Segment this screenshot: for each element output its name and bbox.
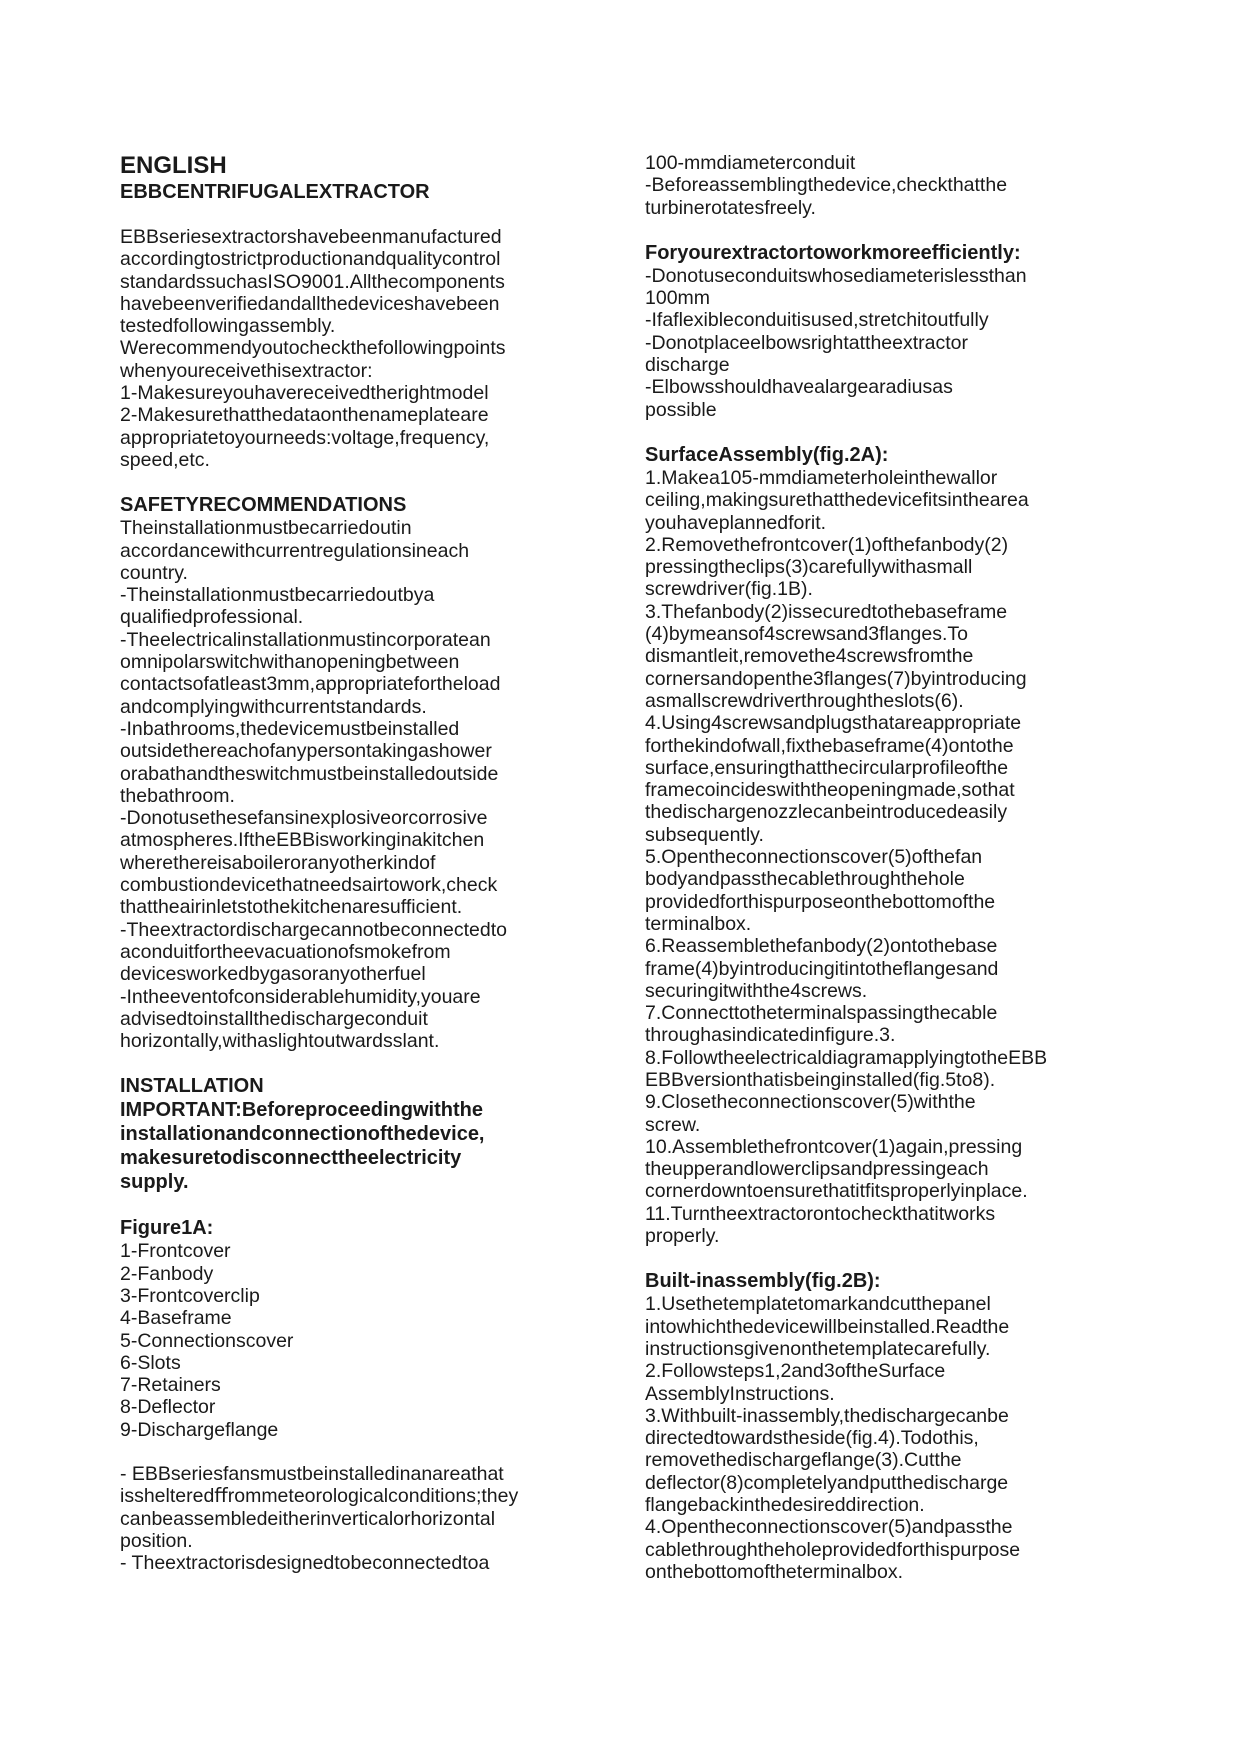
text-line: accordingtostrictproductionandqualitycontrol (120, 248, 501, 271)
text-line: frame(4)byintroducingitintotheflangesand (645, 957, 999, 980)
text-line: 100-mmdiameterconduit (645, 152, 856, 174)
text-line: instructionsgivenonthetemplatecarefully. (645, 1337, 991, 1360)
text-line: -Donotuseconduitswhosediameterislessthan (645, 264, 1027, 287)
text-line: orabathandtheswitchmustbeinstalledoutside (120, 762, 499, 785)
text-line: subsequently. (645, 823, 764, 846)
important-warning (120, 1098, 565, 1194)
text-line: 1.Usethetemplatetomarkandcutthepanel (645, 1293, 991, 1316)
text-line: 9.Closetheconnectionscover(5)withthe (645, 1091, 976, 1114)
text-line: -Donotusethesefansinexplosiveorcorrosive (120, 807, 488, 830)
text-line: 8.FollowtheelectricaldiagramapplyingtotheEBB (645, 1046, 1048, 1069)
installation-notes (120, 1463, 565, 1574)
text-line: 7.Connecttotheterminalspassingthecable (645, 1002, 998, 1025)
text-line: possible (645, 398, 717, 421)
text-line: screwdriver(fig.1B). (645, 578, 813, 601)
text-line: Theinstallationmustbecarriedoutin (120, 517, 412, 540)
text-line: 2.Removethefrontcover(1)ofthefanbody(2) (645, 533, 1009, 556)
text-line: combustiondevicethatneedsairtowork,check (120, 874, 498, 897)
text-line: 6.Reassemblethefanbody(2)ontothebase (645, 935, 998, 958)
text-line: -Theinstallationmustbecarriedoutbya (120, 584, 435, 607)
text-line: 4.Opentheconnectionscover(5)andpassthe (645, 1516, 1013, 1539)
figure-heading: Figure1A: (120, 1217, 214, 1240)
text-line: thedischargenozzlecanbeintroducedeasily (645, 801, 1008, 824)
text-line: whenyoureceivethisextractor: (120, 359, 373, 382)
text-line: outsidethereachofanypersontakingashower (120, 740, 492, 763)
safety-paragraph (120, 517, 565, 1052)
text-line: installationandconnectionofthedevice, (120, 1123, 485, 1146)
text-line: directedtowardstheside(fig.4).Todothis, (645, 1427, 979, 1450)
text-line: cablethroughtheholeprovidedforthispurpose (645, 1538, 1021, 1561)
text-line: -Intheeventofconsiderablehumidity,youare (120, 985, 481, 1008)
text-line: turbinerotatesfreely. (645, 196, 816, 219)
left-column (120, 152, 565, 1575)
text-line: advisedtoinstallthedischargeconduit (120, 1007, 428, 1030)
text-line: surface,ensuringthatthecircularprofileofthe (645, 756, 1009, 779)
text-line: supply. (120, 1171, 189, 1194)
text-line: 5.Opentheconnectionscover(5)ofthefan (645, 846, 983, 869)
text-line: (4)bymeansof4screwsand3flanges.To (645, 623, 969, 646)
text-line: ceiling,makingsurethatthedevicefitsinthearea (645, 489, 1029, 512)
text-line: 10.Assemblethefrontcover(1)again,pressing (645, 1135, 1023, 1158)
builtin-assembly-steps (645, 1293, 1090, 1583)
text-line: framecoincideswiththeopeningmade,sothat (645, 779, 1015, 802)
text-line: aconduitfortheevacuationofsmokefrom (120, 940, 451, 963)
text-line: 2-Makesurethatthedataonthenameplateare (120, 404, 489, 427)
text-line: asmallscrewdriverthroughtheslots(6). (645, 689, 964, 712)
text-line: country. (120, 561, 188, 584)
language-heading: ENGLISH (120, 152, 227, 179)
text-line: speed,etc. (120, 448, 210, 471)
text-line: 11.Turntheextractorontocheckthatitworks (645, 1202, 996, 1225)
text-line: -Donotplaceelbowsrightattheextractor (645, 331, 969, 354)
text-line: theupperandlowerclipsandpressingeach (645, 1158, 989, 1181)
text-line: devicesworkedbygasoranyotherfuel (120, 963, 426, 986)
text-line: 6-Slots (120, 1351, 181, 1374)
text-line: omnipolarswitchwithanopeningbetween (120, 651, 460, 674)
text-line: deflector(8)completelyandputthedischarge (645, 1471, 1009, 1494)
text-line: securingitwiththe4screws. (645, 979, 868, 1002)
text-line: EBBversionthatisbeinginstalled(fig.5to8). (645, 1068, 996, 1091)
text-line: 3-Frontcoverclip (120, 1284, 260, 1307)
text-line: 100mm (645, 287, 711, 310)
text-line: havebeenverifiedandallthedeviceshavebeen (120, 292, 500, 315)
efficiency-list (645, 265, 1090, 421)
text-line: -Theelectricalinstallationmustincorporatean (120, 628, 491, 651)
efficiency-heading: Foryourextractortoworkmoreefficiently: (645, 241, 1021, 264)
text-line: accordancewithcurrentregulationsineach (120, 539, 470, 562)
text-line: horizontally,withaslightoutwardsslant. (120, 1030, 440, 1053)
text-line: Werecommendyoutocheckthefollowingpoints (120, 337, 506, 360)
text-line: bodyandpassthecablethroughthehole (645, 868, 965, 891)
text-line: cornersandopenthe3flanges(7)byintroducing (645, 667, 1027, 690)
text-line: thattheairinletstothekitchenaresufficient. (120, 896, 463, 919)
text-line: screw. (645, 1113, 701, 1136)
text-line: 3.Thefanbody(2)issecuredtothebaseframe (645, 600, 1008, 623)
text-line: -Theextractordischargecannotbeconnectedto (120, 918, 507, 941)
text-line: 5-Connectionscover (120, 1329, 294, 1352)
text-line: 7-Retainers (120, 1374, 221, 1397)
text-line: -Beforeassemblingthedevice,checkthatthe (645, 174, 1008, 197)
text-line: 1-Frontcover (120, 1240, 231, 1263)
text-line: 4.Using4screwsandplugsthatareappropriate (645, 712, 1022, 735)
builtin-assembly-heading: Built-inassembly(fig.2B): (645, 1270, 881, 1293)
text-line: dismantleit,removethe4screwsfromthe (645, 645, 974, 668)
text-line: canbeassembledeitherinverticalorhorizontal (120, 1507, 496, 1530)
text-line: onthebottomoftheterminalbox. (645, 1560, 903, 1583)
text-line: 4-Baseframe (120, 1307, 232, 1330)
text-line: 1.Makea105-mmdiameterholeinthewallor (645, 466, 998, 489)
text-line: EBBseriesextractorshavebeenmanufactured (120, 226, 502, 248)
text-line: -Inbathrooms,thedevicemustbeinstalled (120, 717, 460, 740)
text-line: isshelteredﬀrommeteorologicalconditions;they (120, 1485, 519, 1508)
text-line: thebathroom. (120, 784, 235, 807)
text-line: AssemblyInstructions. (645, 1382, 835, 1405)
safety-heading: SAFETYRECOMMENDATIONS (120, 494, 407, 517)
text-line: properly. (645, 1225, 720, 1248)
text-line: 8-Deflector (120, 1396, 216, 1419)
text-line: andcomplyingwithcurrentstandards. (120, 695, 427, 718)
text-line: flangebackinthedesireddirection. (645, 1494, 925, 1517)
text-line: - Theextractorisdesignedtobeconnectedtoa (120, 1552, 490, 1575)
text-line: atmospheres.IftheEBBisworkinginakitchen (120, 829, 485, 852)
text-line: 1-Makesureyouhavereceivedtherightmodel (120, 382, 489, 405)
text-line: -Elbowsshouldhavealargearadiusas (645, 376, 953, 399)
text-line: wherethereisaboileroranyotherkindof (120, 851, 436, 874)
text-line: terminalbox. (645, 912, 752, 935)
figure-parts-list (120, 1240, 565, 1441)
text-line: standardssuchasISO9001.Allthecomponents (120, 270, 505, 293)
installation-heading: INSTALLATION (120, 1075, 264, 1098)
document-title: EBBCENTRIFUGALEXTRACTOR (120, 181, 430, 203)
text-line: cornerdowntoensurethatitfitsproperlyinplace. (645, 1180, 1028, 1203)
text-line: removethedischargeflange(3).Cutthe (645, 1449, 962, 1472)
text-line: pressingtheclips(3)carefullywithasmall (645, 556, 973, 579)
text-line: 2.Followsteps1,2and3oftheSurface (645, 1360, 946, 1383)
text-line: contactsofatleast3mm,appropriatefortheload (120, 673, 501, 696)
text-line: 3.Withbuilt-inassembly,thedischargecanbe (645, 1404, 1009, 1427)
text-line: providedforthispurposeonthebottomofthe (645, 890, 996, 913)
text-line: youhaveplannedforit. (645, 511, 827, 534)
text-line: forthekindofwall,fixthebaseframe(4)ontothe (645, 734, 1014, 757)
text-line: makesuretodisconnecttheelectricity (120, 1147, 462, 1170)
surface-assembly-steps (645, 467, 1090, 1247)
text-line: intowhichthedevicewillbeinstalled.Readthe (645, 1315, 1010, 1338)
text-line: -Ifaflexibleconduitisused,stretchitoutfully (645, 309, 989, 332)
text-line: 2-Fanbody (120, 1262, 214, 1285)
text-line: discharge (645, 354, 730, 377)
continued-text (645, 152, 1090, 219)
text-line: throughasindicatedinfigure.3. (645, 1024, 896, 1047)
text-line: - EBBseriesfansmustbeinstalledinanareathat (120, 1463, 504, 1486)
text-line: qualifiedprofessional. (120, 606, 304, 629)
intro-paragraph (120, 226, 565, 471)
right-column (645, 152, 1090, 1583)
text-line: IMPORTANT:Beforeproceedingwiththe (120, 1099, 483, 1122)
text-line: 9-Dischargeflange (120, 1418, 279, 1441)
text-line: position. (120, 1529, 193, 1552)
text-line: appropriatetoyourneeds:voltage,frequency, (120, 426, 490, 449)
text-line: testedfollowingassembly. (120, 315, 336, 338)
surface-assembly-heading: SurfaceAssembly(fig.2A): (645, 443, 889, 466)
